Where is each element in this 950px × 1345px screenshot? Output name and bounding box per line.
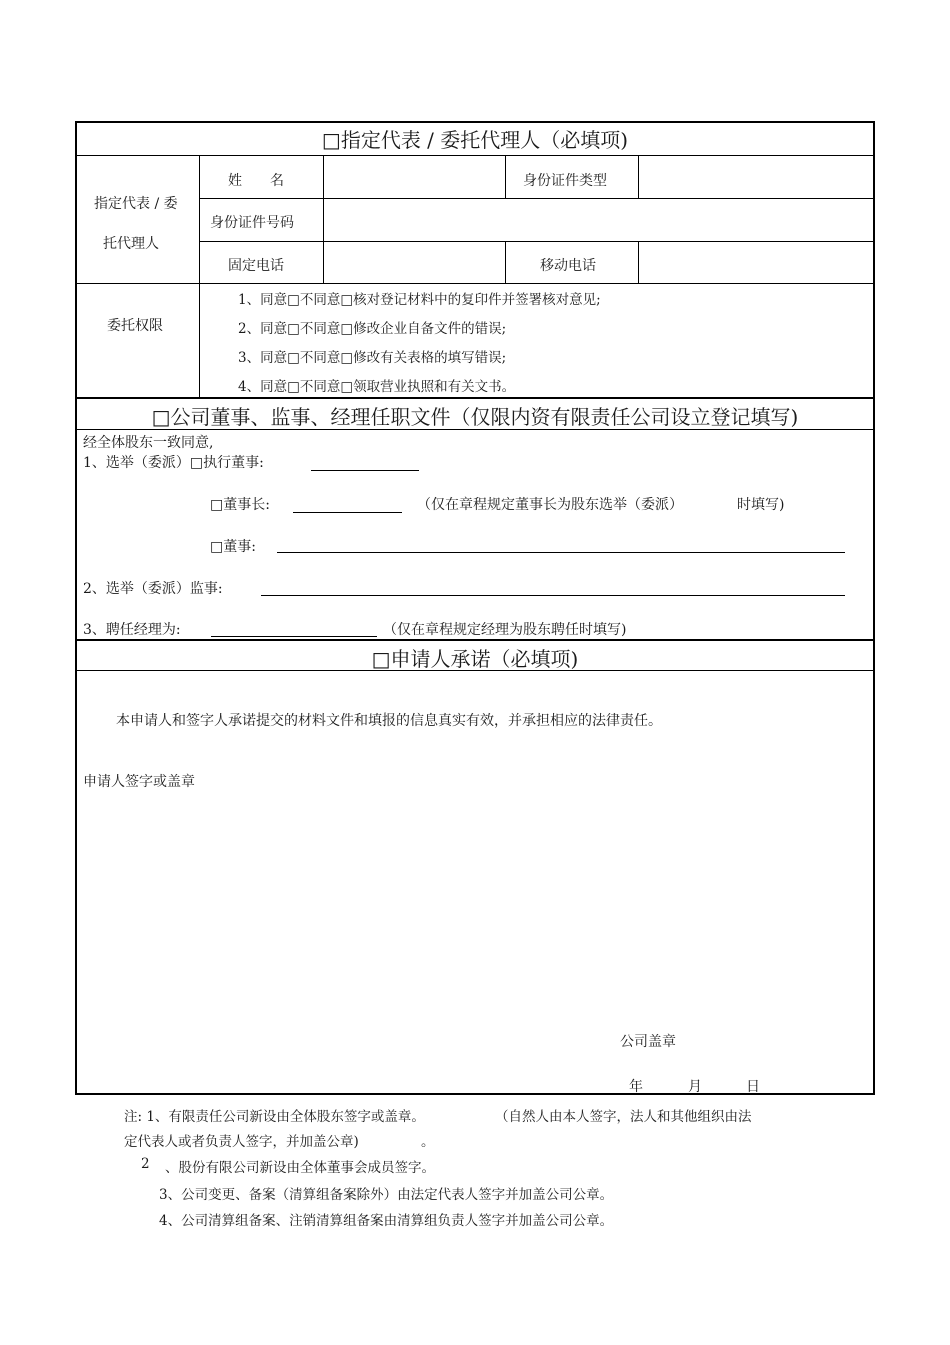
authority-label: 委托权限	[107, 318, 163, 334]
divider	[638, 155, 639, 198]
director-field[interactable]	[277, 552, 845, 553]
id-number-field[interactable]	[330, 212, 870, 232]
note-line: 2	[141, 1156, 150, 1172]
chairman-field[interactable]	[293, 512, 402, 513]
mobile-label: 移动电话	[540, 258, 596, 274]
phone-label: 固定电话	[228, 258, 284, 274]
id-type-label: 身份证件类型	[523, 173, 607, 189]
company-seal-label: 公司盖章	[620, 1034, 676, 1050]
manager-field[interactable]	[211, 636, 377, 637]
divider	[505, 155, 506, 198]
divider	[199, 198, 875, 199]
authority-item: 4、同意□不同意□领取营业执照和有关文书。	[238, 379, 516, 395]
divider	[638, 241, 639, 283]
date-month-label: 月	[688, 1079, 702, 1095]
section2-title: □公司董事、监事、经理任职文件（仅限内资有限责任公司设立登记填写)	[151, 405, 799, 429]
section1-title: □指定代表 / 委托代理人（必填项)	[321, 128, 629, 152]
divider	[75, 429, 875, 430]
authority-item: 1、同意□不同意□核对登记材料中的复印件并签署核对意见;	[238, 292, 601, 308]
divider	[75, 670, 875, 671]
note-line: 、股份有限公司新设由全体董事会成员签字。	[165, 1160, 435, 1176]
agent-row-label: 托代理人	[103, 236, 159, 252]
section3-title: □申请人承诺（必填项)	[371, 647, 579, 671]
note-line: 3、公司变更、备案（清算组备案除外）由法定代表人签字并加盖公司公章。	[159, 1187, 614, 1203]
divider	[323, 155, 324, 283]
chairman-label: □董事长:	[210, 497, 270, 513]
director-label: □董事:	[210, 539, 256, 555]
name-label: 姓 名	[228, 173, 284, 189]
id-number-label: 身份证件号码	[210, 215, 294, 231]
divider	[75, 639, 875, 641]
agent-row-label: 指定代表 / 委	[94, 196, 178, 212]
divider	[199, 155, 200, 398]
date-day-label: 日	[746, 1079, 760, 1095]
name-field[interactable]	[330, 170, 500, 190]
id-type-field[interactable]	[645, 170, 870, 190]
note-line: 定代表人或者负责人签字，并加盖公章)	[124, 1134, 359, 1150]
commitment-statement: 本申请人和签字人承诺提交的材料文件和填报的信息真实有效，并承担相应的法律责任。	[116, 713, 662, 729]
divider	[199, 241, 875, 242]
divider	[75, 283, 875, 284]
date-year-label: 年	[629, 1079, 643, 1095]
supervisor-label: 2、选举（委派）监事:	[83, 581, 223, 597]
divider	[75, 397, 875, 399]
executive-director-field[interactable]	[311, 470, 419, 471]
chairman-note-tail: 时填写)	[737, 497, 785, 513]
executive-director-label: 1、选举（委派）□执行董事:	[83, 455, 264, 471]
manager-note: （仅在章程规定经理为股东聘任时填写)	[383, 622, 627, 638]
authority-item: 3、同意□不同意□修改有关表格的填写错误;	[238, 350, 507, 366]
mobile-field[interactable]	[645, 255, 870, 275]
section2-intro: 经全体股东一致同意,	[83, 435, 214, 451]
applicant-signature-area[interactable]	[83, 795, 863, 1015]
manager-label: 3、聘任经理为:	[83, 622, 181, 638]
note-line: 4、公司清算组备案、注销清算组备案由清算组负责人签字并加盖公司公章。	[159, 1213, 614, 1229]
note-line: 注: 1、有限责任公司新设由全体股东签字或盖章。	[124, 1109, 425, 1125]
applicant-signature-label: 申请人签字或盖章	[83, 774, 195, 790]
authority-item: 2、同意□不同意□修改企业自备文件的错误;	[238, 321, 507, 337]
note-line: （自然人由本人签字，法人和其他组织由法	[495, 1109, 752, 1125]
phone-field[interactable]	[330, 255, 500, 275]
supervisor-field[interactable]	[261, 595, 845, 596]
chairman-note: （仅在章程规定董事长为股东选举（委派）	[417, 497, 683, 513]
divider	[75, 155, 875, 156]
divider	[505, 241, 506, 283]
note-line: 。	[421, 1134, 435, 1150]
